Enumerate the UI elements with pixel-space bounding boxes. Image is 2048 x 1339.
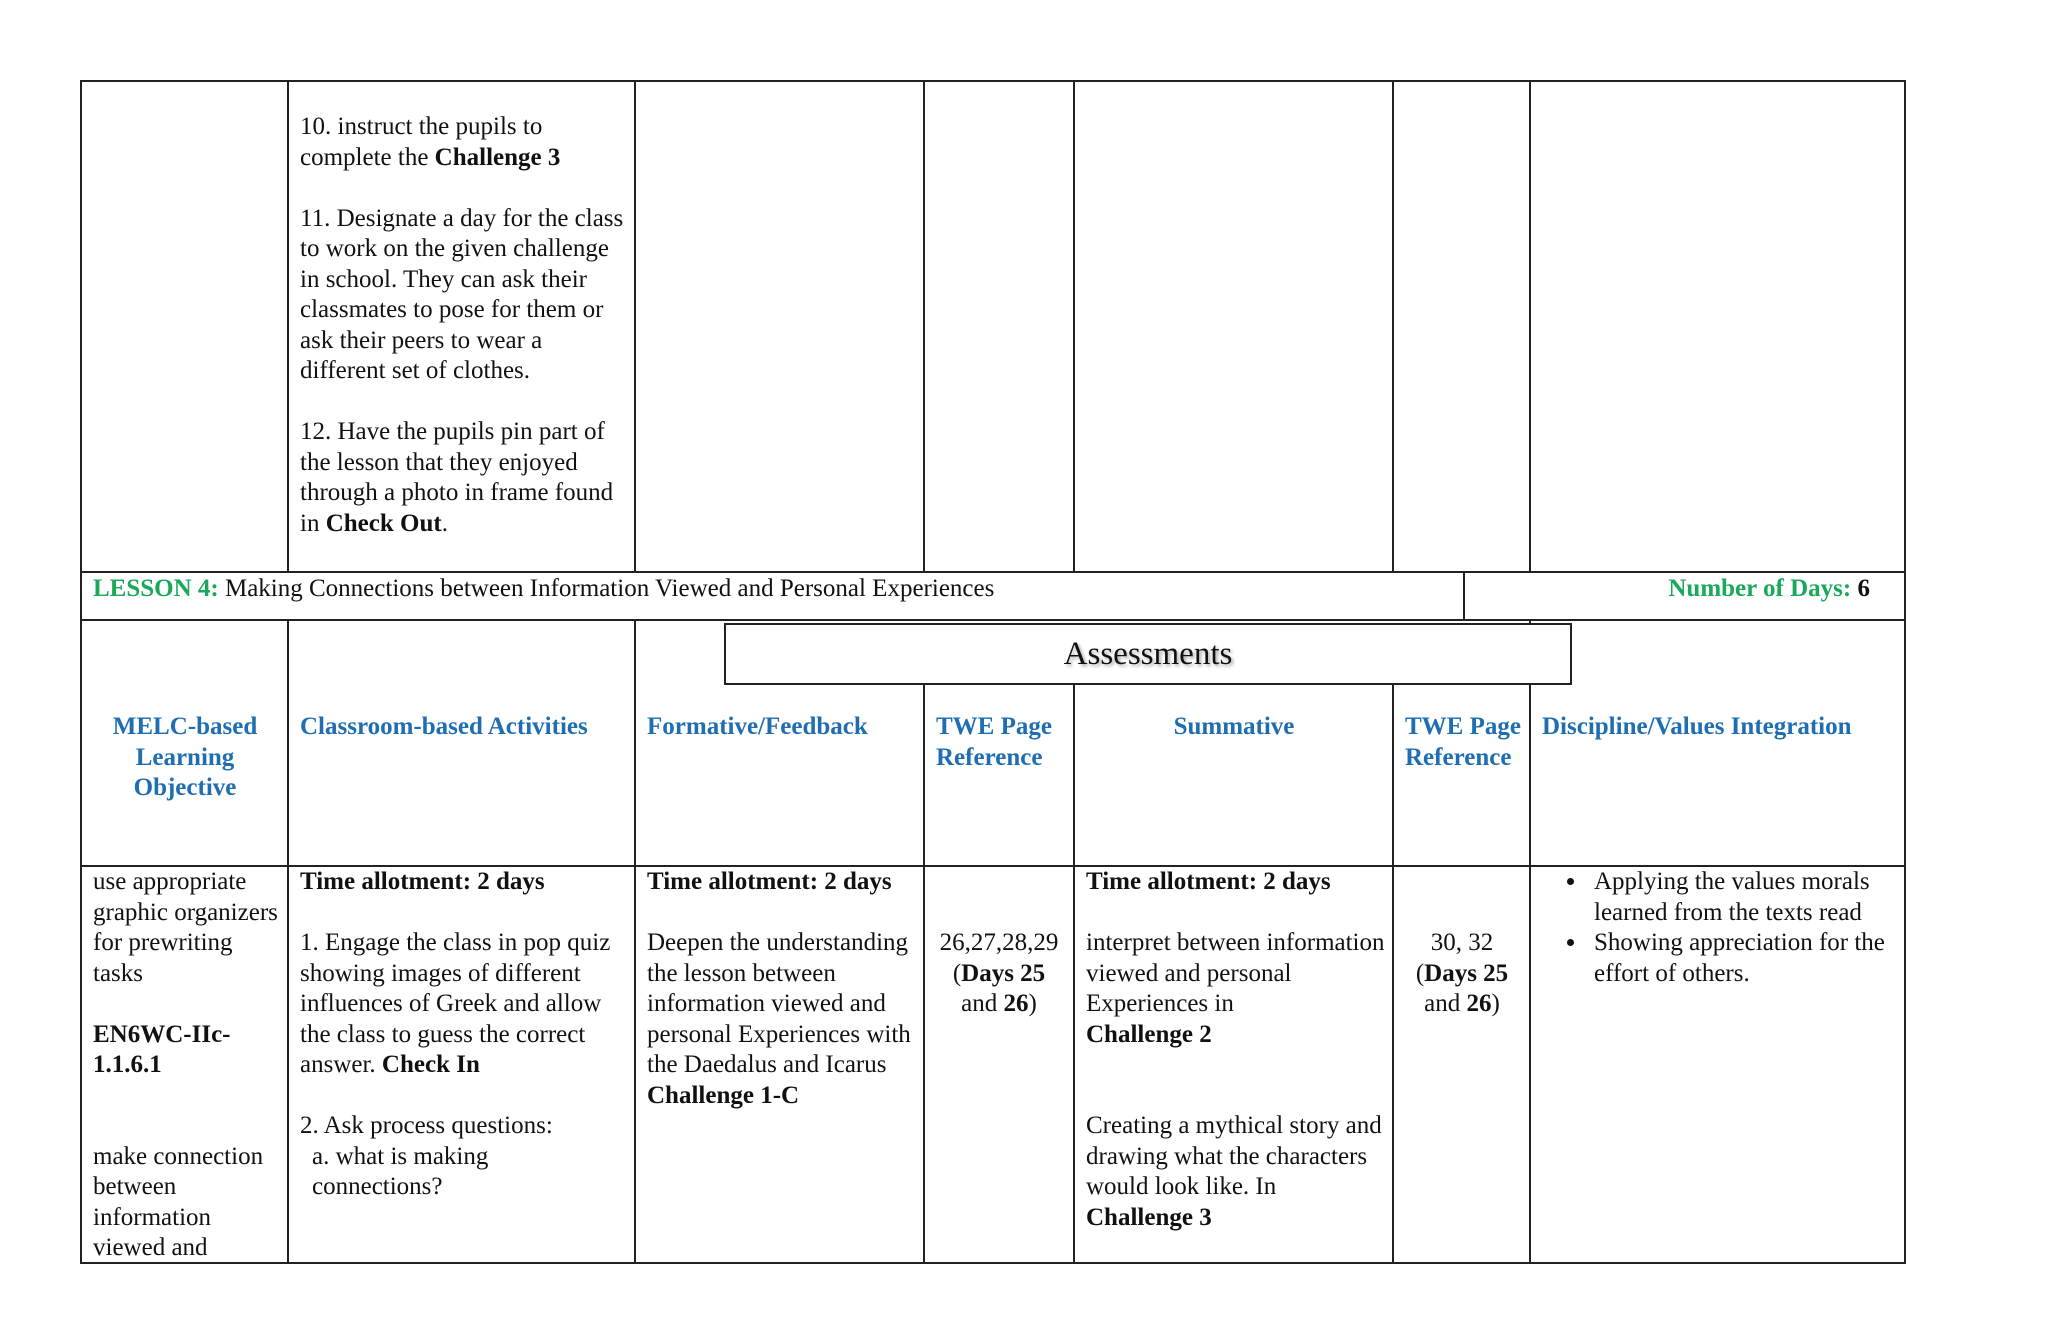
row-divider <box>80 619 1906 621</box>
col-divider <box>1529 80 1531 572</box>
twe-ref-2: 30, 32 (Days 25 and 26) <box>1394 928 1530 1020</box>
time-allotment: Time allotment: 2 days <box>647 868 892 895</box>
time-allotment: Time allotment: 2 days <box>1086 868 1331 895</box>
activity-item-1: 1. Engage the class in pop quiz showing images of different influences of Greek and allow the class to guess the correct answer. Check In <box>300 929 611 1078</box>
formative-text: Deepen the understanding the lesson between information viewed and personal Experiences with the Daedalus and Icarus <box>647 929 911 1078</box>
col-divider <box>1392 80 1394 572</box>
header-twe-1: TWE Page Reference <box>936 713 1052 771</box>
col-divider <box>1073 80 1075 572</box>
objective-1: use appropriate graphic organizers for prewriting tasks <box>93 868 278 987</box>
value-item: • Applying the values morals learned from the texts read <box>1588 867 1902 928</box>
activities-cell <box>300 867 625 1203</box>
continuation-activities <box>300 112 630 539</box>
header-values: Discipline/Values Integration <box>1542 713 1852 740</box>
activity-item-2a: a. what is making connections? <box>312 1142 489 1200</box>
summative-cell <box>1086 867 1386 1233</box>
objective-2: make connection between information viewed and <box>93 1142 264 1261</box>
twe-pages: 30, 32 <box>1430 929 1494 956</box>
days-value: 6 <box>1857 575 1870 602</box>
melc-code: EN6WC-IIc-1.1.6.1 <box>93 1020 231 1078</box>
col-divider <box>287 620 289 1264</box>
header-melc: MELC-based Learning Objective <box>112 713 258 801</box>
header-twe-2: TWE Page Reference <box>1405 713 1521 771</box>
activity-item-12: 12. Have the pupils pin part of the lesson that they enjoyed through a photo in frame found in Check Out. <box>300 418 614 537</box>
col-divider <box>923 80 925 572</box>
values-cell <box>1540 867 1902 989</box>
formative-challenge: Challenge 1-C <box>647 1081 800 1109</box>
lesson-title <box>93 572 1453 606</box>
col-divider <box>1463 572 1465 620</box>
activity-item-10: 10. instruct the pupils to complete the Challenge 3 <box>300 113 561 171</box>
header-formative: Formative/Feedback <box>647 713 868 740</box>
time-allotment: Time allotment: 2 days <box>300 868 545 895</box>
value-item: • Showing appreciation for the effort of others. <box>1588 928 1902 989</box>
values-list <box>1540 867 1902 989</box>
formative-cell <box>647 867 919 1111</box>
header-summative: Summative <box>1173 713 1295 740</box>
col-divider <box>1073 685 1075 1264</box>
summative-challenge-2: Challenge 2 <box>1086 1020 1212 1048</box>
assessments-header: Assessments <box>724 623 1572 685</box>
number-of-days: Number of Days: 6 <box>1668 575 1870 602</box>
col-divider <box>634 80 636 572</box>
melc-cell <box>93 867 283 1263</box>
lesson-label: LESSON 4: <box>93 575 219 602</box>
twe-pages: 26,27,28,29 <box>939 929 1059 956</box>
twe-ref-1: 26,27,28,29 (Days 25 and 26) <box>925 928 1073 1020</box>
lesson-title-text: Making Connections between Information Viewed and Personal Experiences <box>224 575 995 602</box>
header-activities: Classroom-based Activities <box>300 713 588 740</box>
col-divider <box>634 620 636 1264</box>
summative-text-1: interpret between information viewed and personal Experiences in <box>1086 929 1385 1017</box>
col-divider <box>287 80 289 572</box>
summative-text-2: Creating a mythical story and drawing what the characters would look like. In Challenge 3 <box>1086 1112 1382 1231</box>
activity-item-11: 11. Designate a day for the class to work on the given challenge in school. They can ask their classmates to pose for them or ask their peers to wear a different set of clothes. <box>300 204 624 384</box>
activity-item-2: 2. Ask process questions: <box>300 1112 553 1139</box>
